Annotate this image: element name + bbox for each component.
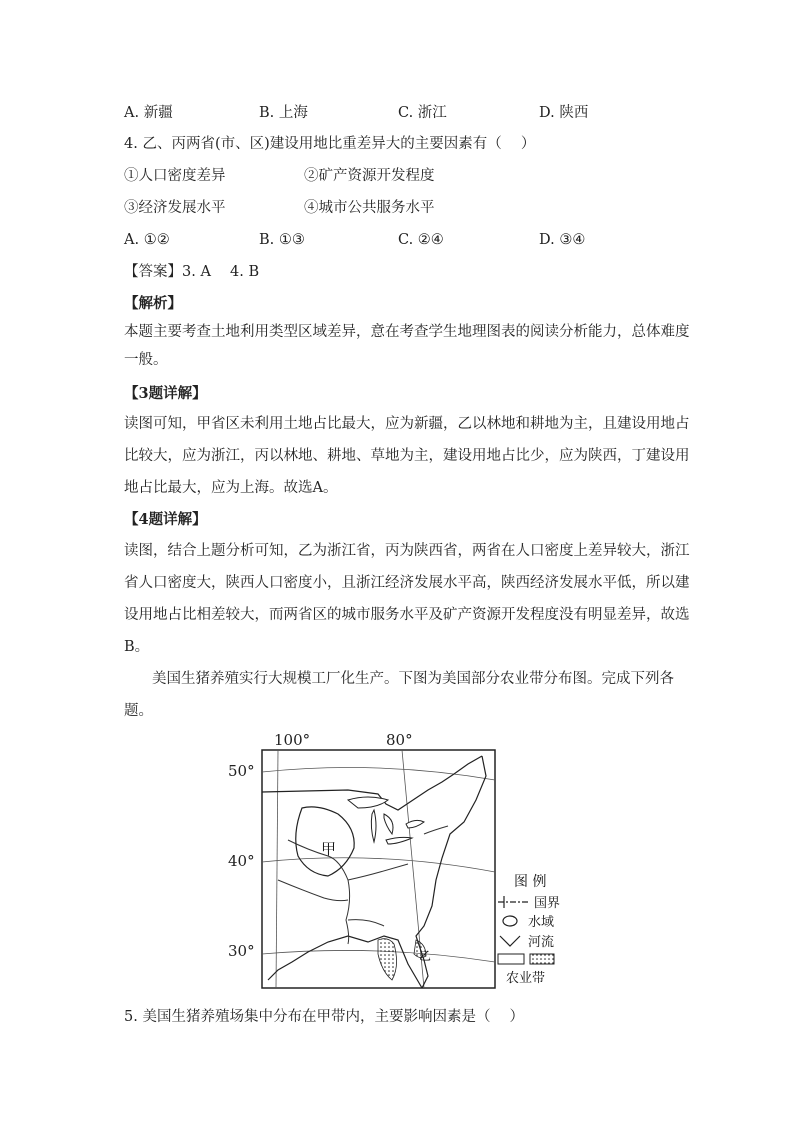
q3-option-b: B. 上海 xyxy=(259,105,308,121)
lat-label-30: 30° xyxy=(228,942,255,960)
region-label-yi: 乙 xyxy=(419,949,432,963)
q3-option-d: D. 陕西 xyxy=(539,105,589,121)
q3-option-a: A. 新疆 xyxy=(124,105,173,121)
legend-river-icon xyxy=(500,936,520,946)
legend-belt-plain-icon xyxy=(498,954,524,964)
agricultural-belt-map xyxy=(228,730,561,992)
lat-label-50: 50° xyxy=(228,762,255,780)
lon-label-80: 80° xyxy=(386,731,413,749)
analysis-line-1: 本题主要考查土地利用类型区域差异，意在考查学生地理图表的阅读分析能力，总体难度 xyxy=(124,324,690,340)
legend-border-icon xyxy=(498,896,528,908)
region-label-jia: 甲 xyxy=(321,840,337,858)
legend-water-label: 水域 xyxy=(528,915,555,930)
q3-option-c: C. 浙江 xyxy=(398,105,447,121)
detail4-line-1: 读图，结合上题分析可知，乙为浙江省，丙为陕西省，两省在人口密度上差异较大，浙江 xyxy=(124,543,690,559)
detail4-heading: 【4题详解】 xyxy=(124,511,207,528)
detail4-line-2: 省人口密度大，陕西人口密度小，且浙江经济发展水平高，陕西经济发展水平低，所以建 xyxy=(124,575,690,591)
detail3-line-1: 读图可知，甲省区未利用土地占比最大，应为新疆，乙以林地和耕地为主，且建设用地占 xyxy=(124,416,690,432)
q4-item-4: ④城市公共服务水平 xyxy=(304,200,435,216)
q4-item-2: ②矿产资源开发程度 xyxy=(304,168,435,184)
detail3-heading: 【3题详解】 xyxy=(124,385,207,402)
q4-option-c: C. ②④ xyxy=(398,232,444,248)
answer-line: 【答案】3. A 4. B xyxy=(124,264,260,280)
intro-line-2: 题。 xyxy=(124,703,153,719)
map-legend xyxy=(498,874,560,986)
border-lines xyxy=(262,756,486,988)
detail3-line-3: 地占比最大，应为上海。故选A。 xyxy=(124,480,338,496)
legend-title: 图 例 xyxy=(514,874,547,890)
detail4-line-3: 设用地占比相差较大，而两省区的城市服务水平及矿产资源开发程度没有明显差异，故选 xyxy=(124,607,690,623)
belt-dotted xyxy=(378,939,397,980)
legend-belt-label: 农业带 xyxy=(506,971,546,986)
analysis-heading: 【解析】 xyxy=(124,295,182,312)
q5-stem: 5. 美国生猪养殖场集中分布在甲带内，主要影响因素是（ ） xyxy=(124,1009,525,1025)
intro-line-1: 美国生猪养殖实行大规模工厂化生产。下图为美国部分农业带分布图。完成下列各 xyxy=(152,671,674,687)
q4-option-d: D. ③④ xyxy=(539,232,586,248)
legend-water-icon xyxy=(503,916,517,926)
legend-border-label: 国界 xyxy=(534,896,561,911)
analysis-line-2: 一般。 xyxy=(124,352,168,368)
lon-label-100: 100° xyxy=(274,731,311,749)
legend-river-label: 河流 xyxy=(528,935,555,950)
legend-belt-dotted-icon xyxy=(530,954,554,964)
q4-item-3: ③经济发展水平 xyxy=(124,200,226,216)
rivers xyxy=(278,826,448,944)
q4-option-a: A. ①② xyxy=(124,232,170,248)
q4-item-1: ①人口密度差异 xyxy=(124,168,226,184)
detail4-line-4: B。 xyxy=(124,639,150,655)
lat-label-40: 40° xyxy=(228,852,255,870)
q4-option-b: B. ①③ xyxy=(259,232,305,248)
detail3-line-2: 比较大，应为浙江，丙以林地、耕地、草地为主，建设用地占比少，应为陕西，丁建设用 xyxy=(124,448,690,464)
q4-stem: 4. 乙、丙两省(市、区)建设用地比重差异大的主要因素有（ ） xyxy=(124,136,536,152)
